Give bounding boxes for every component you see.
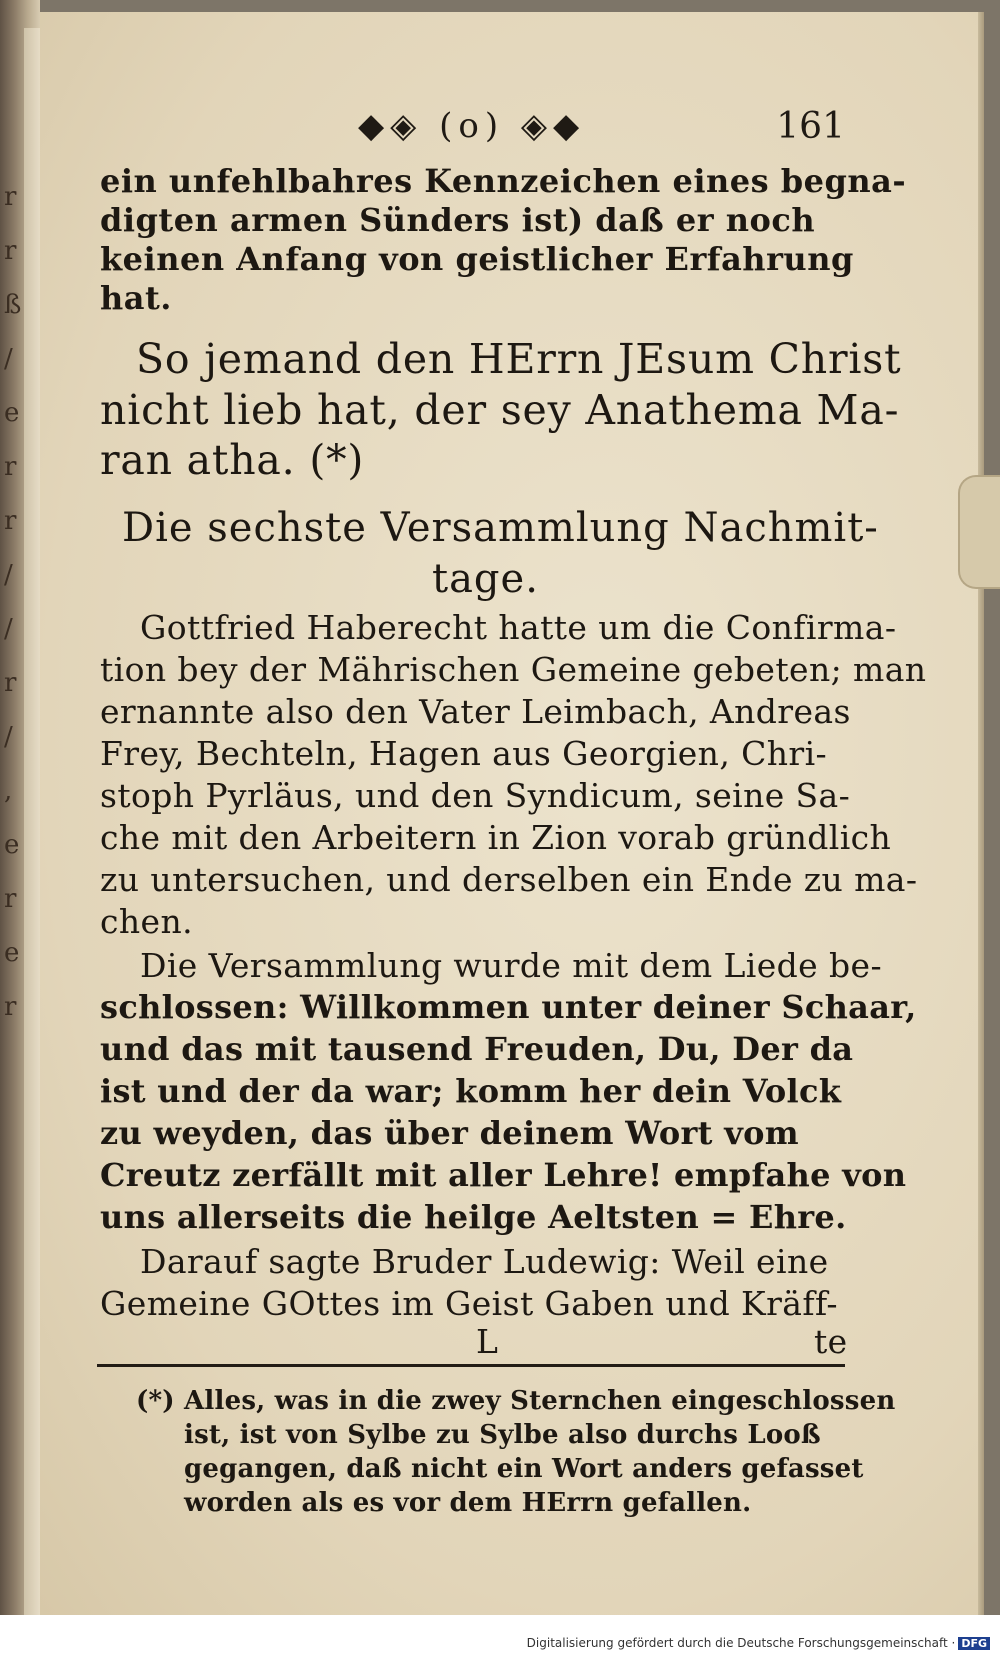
digitization-credit [527,1636,990,1650]
verse-line: nicht lieb hat, der sey Anathema Ma- [100,386,900,434]
page-edge [978,12,984,1615]
hymn-line: uns allerseits die heilge Aeltsten = Ehre. [100,1198,847,1236]
text-line: keinen Anfang von geistlicher Erfahrung [100,240,854,278]
footnote-line: worden als es vor dem HErrn gefallen. [184,1488,752,1518]
text-line: stoph Pyrläus, und den Syndicum, seine Sa- [100,776,851,815]
bleed-through-marks: r r ß / e r r / / r / , e r e r [4,182,22,1022]
page-gutter [24,28,40,1615]
text-line: Frey, Bechteln, Hagen aus Georgien, Chri- [100,734,828,773]
text-line: Gemeine GOttes im Geist Gaben und Kräff- [100,1284,838,1323]
catchword: te [814,1322,848,1361]
credit-text: Digitalisierung gefördert durch die Deutsche Forschungsgemeinschaft · [526,1636,956,1650]
section-heading: tage. [432,556,539,602]
text-line: Gottfried Haberecht hatte um die Confirma- [140,608,897,647]
footnote-line: (*) Alles, was in die zwey Sternchen eingeschlossen [136,1386,896,1416]
text-line: ein unfehlbahres Kennzeichen eines begna- [100,162,907,200]
text-line: hat. [100,279,172,317]
text-line: zu untersuchen, und derselben ein Ende zu ma- [100,860,918,899]
bookmark-tab [958,475,1000,589]
hymn-line: Creutz zerfällt mit aller Lehre! empfahe von [100,1156,907,1194]
section-heading: Die sechste Versammlung Nachmit- [122,505,879,551]
text-line: chen. [100,902,194,941]
signature-mark: L [476,1322,499,1361]
footnote-line: ist, ist von Sylbe zu Sylbe also durchs Looß [184,1420,821,1450]
text-line: Darauf sagte Bruder Ludewig: Weil eine [140,1242,829,1281]
text-line: Die Versammlung wurde mit dem Liede be- [140,946,883,985]
text-line: tion bey der Mährischen Gemeine gebeten; man [100,650,927,689]
dfg-logo: DFG [958,1637,990,1650]
header-ornament: ◆◈ (o) ◈◆ [358,106,586,146]
hymn-line: zu weyden, das über deinem Wort vom [100,1114,799,1152]
footnote-line: gegangen, daß nicht ein Wort anders gefasset [184,1454,864,1484]
hymn-line: ist und der da war; komm her dein Volck [100,1072,842,1110]
running-header [100,106,845,150]
hymn-line: schlossen: Willkommen unter deiner Schaar, [100,988,917,1026]
text-line: che mit den Arbeitern in Zion vorab gründlich [100,818,892,857]
verse-line: So jemand den HErrn JEsum Christ [136,335,902,383]
text-line: digten armen Sünders ist) daß er noch [100,201,816,239]
text-line: ernannte also den Vater Leimbach, Andreas [100,692,851,731]
hymn-line: und das mit tausend Freuden, Du, Der da [100,1030,854,1068]
page-number: 161 [776,106,845,147]
verse-line: ran atha. (*) [100,436,365,484]
footnote-rule [97,1364,845,1367]
